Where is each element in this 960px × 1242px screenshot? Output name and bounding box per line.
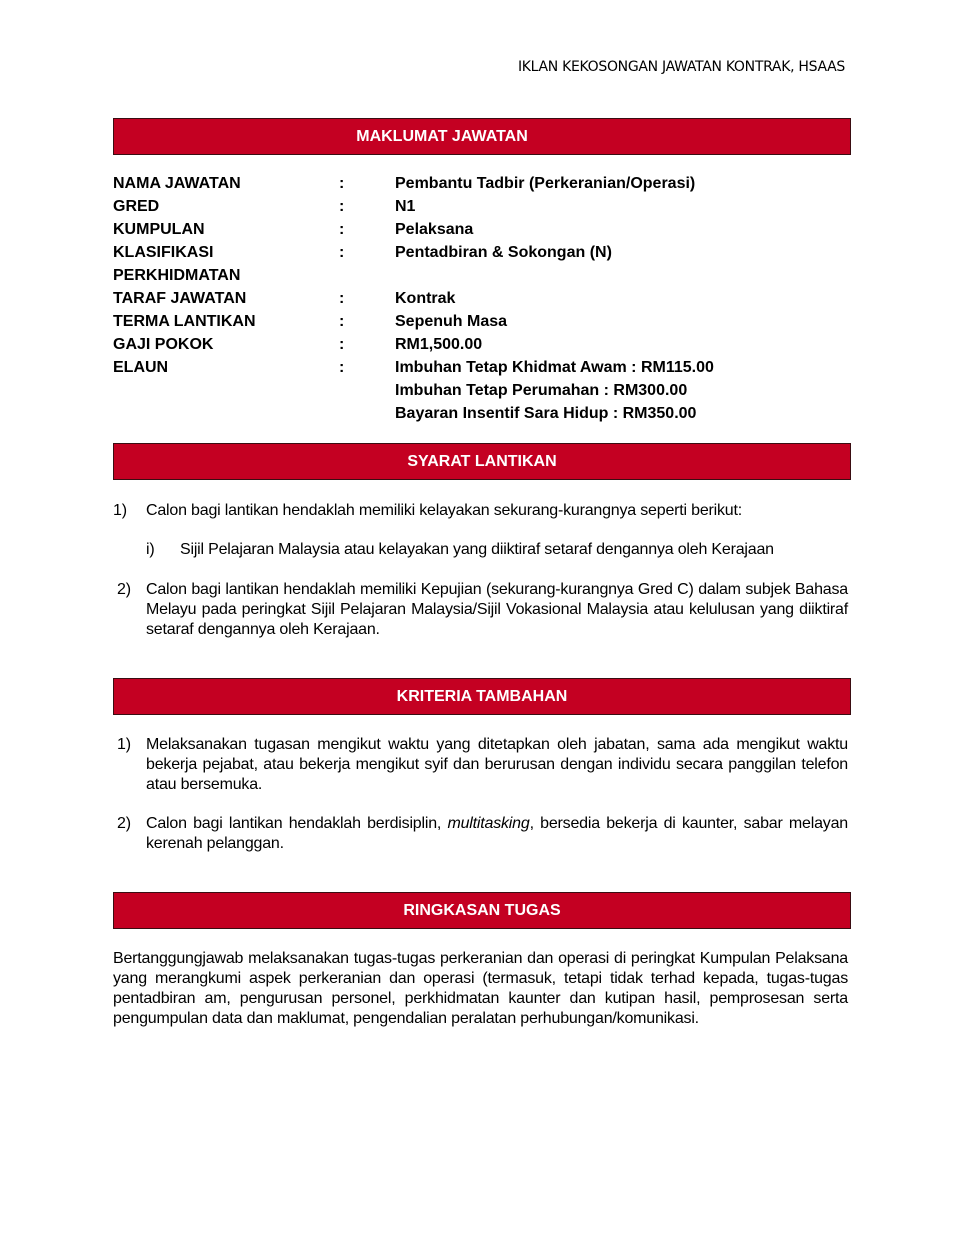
text-segment: Calon bagi lantikan hendaklah berdisiplin, [146,815,448,832]
section-header-syarat-lantikan [113,443,851,480]
section-title: KRITERIA TAMBAHAN [396,688,568,705]
info-label: PERKHIDMATAN [113,267,241,284]
info-label: NAMA JAWATAN [113,175,241,192]
list-text: Calon bagi lantikan hendaklah memiliki Kepujian (sekurang-kurangnya Gred C) dalam subjek Bahasa Melayu pada peringkat Sijil Pelajaran Malaysia/Sijil Vokasional Malaysia atau kelulusan yang diiktiraf setaraf dengannya oleh Kerajaan. [146,581,848,638]
info-separator: : [339,244,345,261]
section-header-maklumat-jawatan [113,118,851,155]
info-label: TARAF JAWATAN [113,290,247,307]
list-number: 1) [113,502,127,519]
info-separator: : [339,198,345,215]
list-text: Melaksanakan tugasan mengikut waktu yang ditetapkan oleh jabatan, sama ada mengikut waktu bekerja pejabat, atau bekerja mengikut syif dan berurusan dengan individu secara panggilan telefon atau bersemuka. [146,736,848,793]
info-label: GRED [113,198,160,215]
info-value: RM1,500.00 [395,336,483,353]
list-text: Sijil Pelajaran Malaysia atau kelayakan yang diiktiraf setaraf dengannya oleh Kerajaan [180,541,774,558]
list-item [117,814,848,854]
info-value: Pembantu Tadbir (Perkeranian/Operasi) [395,175,696,192]
info-separator: : [339,313,345,330]
info-value: Sepenuh Masa [395,313,508,330]
info-label: KLASIFIKASI [113,244,214,261]
info-separator: : [339,221,345,238]
sub-list-item [146,540,846,560]
info-value: Pentadbiran & Sokongan (N) [395,244,612,261]
section-header-kriteria-tambahan [113,678,851,715]
list-item [117,580,848,640]
info-value: Imbuhan Tetap Perumahan : RM300.00 [395,382,688,399]
list-item [117,735,848,795]
info-value: Bayaran Insentif Sara Hidup : RM350.00 [395,405,697,422]
info-label: KUMPULAN [113,221,205,238]
info-value: Imbuhan Tetap Khidmat Awam : RM115.00 [395,359,714,376]
info-label: GAJI POKOK [113,336,214,353]
section-header-ringkasan-tugas [113,892,851,929]
list-text [146,814,848,854]
list-number: 2) [117,581,131,598]
ringkasan-tugas-text: Bertanggungjawab melaksanakan tugas-tugas perkeranian dan operasi di peringkat Kumpulan Pelaksana yang merangkumi aspek perkeranian dan operasi (termasuk, tetapi tidak terhad kepada, tugas-tugas pentadbiran am, pengurusan personel, perkhidmatan kaunter dan kutipan hasil, pemprosesan serta pengumpulan data dan maklumat, pengendalian peralatan perhubungan/komunikasi. [113,950,848,1027]
list-item [113,501,848,521]
info-separator: : [339,290,345,307]
section-title: SYARAT LANTIKAN [407,453,557,470]
section-title: MAKLUMAT JAWATAN [356,128,528,145]
list-number: i) [146,541,155,558]
list-number: 2) [117,815,131,832]
info-label: ELAUN [113,359,169,376]
list-text: Calon bagi lantikan hendaklah memiliki kelayakan sekurang-kurangnya seperti berikut: [146,502,742,519]
info-value: N1 [395,198,416,215]
document-header-note: IKLAN KEKOSONGAN JAWATAN KONTRAK, HSAAS [517,59,845,75]
section-title: RINGKASAN TUGAS [403,902,561,919]
info-separator: : [339,359,345,376]
info-value: Kontrak [395,290,456,307]
info-separator: : [339,336,345,353]
text-italic: multitasking [447,815,530,832]
list-number: 1) [117,736,131,753]
info-value: Pelaksana [395,221,474,238]
info-label: TERMA LANTIKAN [113,313,256,330]
text-segment: , bersedia bekerja di kaunter, sabar melayan kerenah pelanggan. [146,815,848,852]
info-separator: : [339,175,345,192]
